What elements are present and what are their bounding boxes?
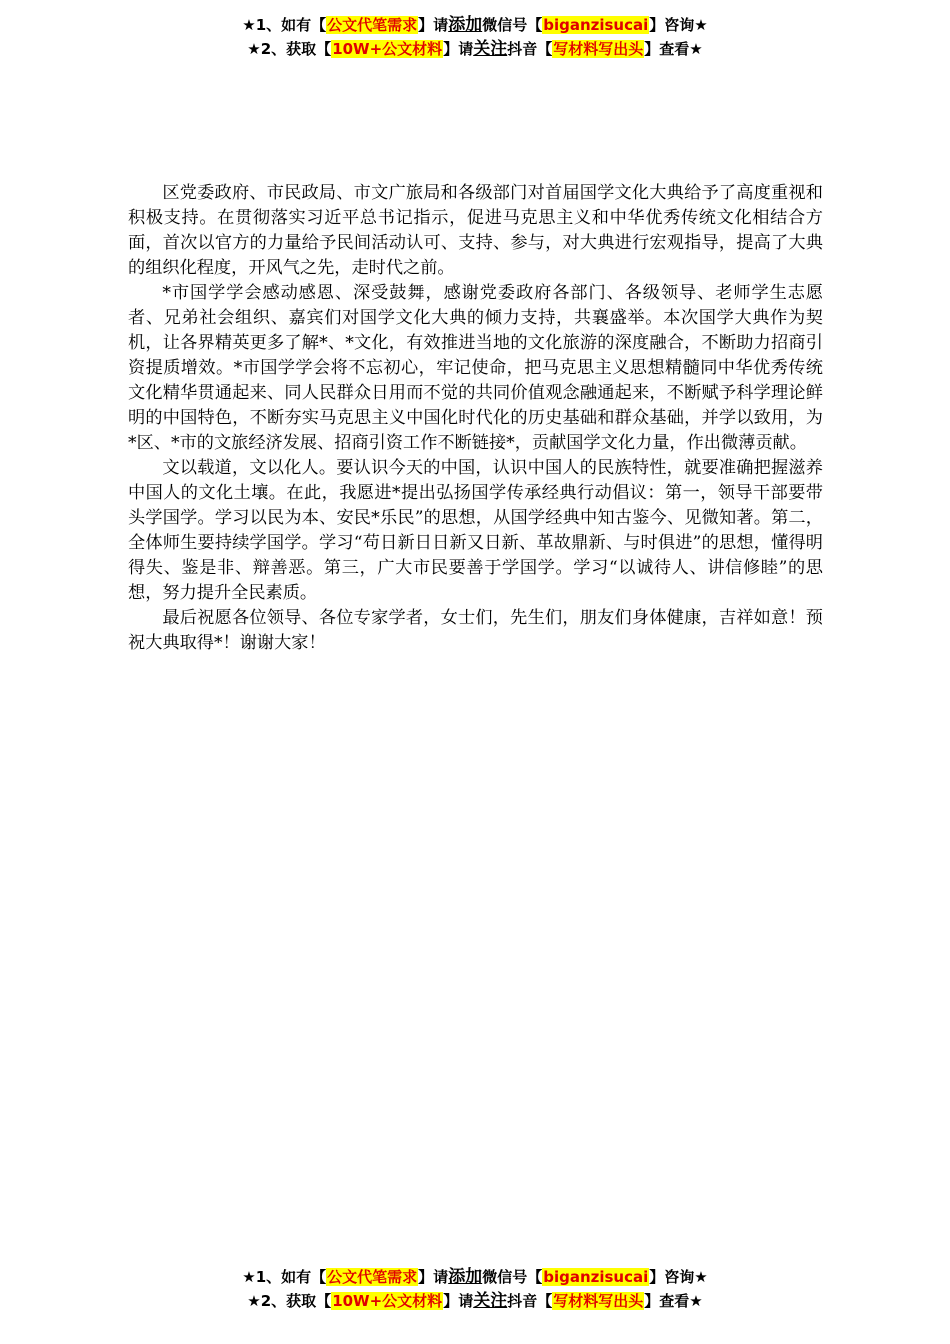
banner-text: ★2、获取【: [247, 1292, 332, 1310]
paragraph: *市国学学会感动感恩、深受鼓舞，感谢党委政府各部门、各级领导、老师学生志愿者、兄弟社会组织、嘉宾们对国学文化大典的倾力支持，共襄盛举。本次国学大典作为契机，让各界精英更多了解*、*文化，有效推进当地的文化旅游的深度融合，不断助力招商引资提质增效。*市国学学会将不忘初心，牢记使命，把马克思主义思想精髓同中华优秀传统文化精华贯通起来、同人民群众日用而不觉的共同价值观念融通起来，不断赋予科学理论鲜明的中国特色，不断夯实马克思主义中国化时代化的历史基础和群众基础，并学以致用，为*区、*市的文旅经济发展、招商引资工作不断链接*，贡献国学文化力量，作出微薄贡献。: [128, 283, 823, 453]
banner-emphasis: 关注: [473, 39, 508, 59]
banner-text: 】请: [443, 40, 474, 58]
banner-text: 】查看★: [644, 40, 703, 58]
banner-text: 】咨询★: [649, 1268, 708, 1286]
banner-line-2: [0, 1289, 950, 1313]
banner-line-2: [0, 37, 950, 61]
banner-text: 微信号【: [482, 16, 543, 34]
banner-highlight: biganzisucai: [543, 16, 649, 34]
banner-text: 】查看★: [644, 1292, 703, 1310]
footer-banner: [0, 1265, 950, 1313]
banner-highlight: 10W+公文材料: [332, 40, 443, 58]
banner-text: ★2、获取【: [247, 40, 332, 58]
header-banner: [0, 13, 950, 61]
banner-highlight: 10W+公文材料: [332, 1292, 443, 1310]
banner-text: 抖音【: [507, 1292, 553, 1310]
banner-emphasis: 添加: [448, 1267, 483, 1287]
banner-text: ★1、如有【: [242, 1268, 327, 1286]
banner-text: 】请: [418, 16, 449, 34]
banner-highlight: 写材料写出头: [553, 40, 644, 58]
banner-line-1: [0, 1265, 950, 1289]
banner-text: 】咨询★: [649, 16, 708, 34]
banner-text: 抖音【: [507, 40, 553, 58]
document-body: [128, 181, 823, 656]
paragraph: 最后祝愿各位领导、各位专家学者，女士们，先生们，朋友们身体健康，吉祥如意！预祝大典取得*！谢谢大家！: [128, 608, 823, 653]
banner-highlight: 公文代笔需求: [327, 1268, 418, 1286]
banner-highlight: 写材料写出头: [553, 1292, 644, 1310]
banner-text: 微信号【: [482, 1268, 543, 1286]
banner-text: 】请: [418, 1268, 449, 1286]
banner-text: ★1、如有【: [242, 16, 327, 34]
paragraph: 区党委政府、市民政局、市文广旅局和各级部门对首届国学文化大典给予了高度重视和积极支持。在贯彻落实习近平总书记指示，促进马克思主义和中华优秀传统文化相结合方面，首次以官方的力量给予民间活动认可、支持、参与，对大典进行宏观指导，提高了大典的组织化程度，开风气之先，走时代之前。: [128, 183, 823, 278]
banner-line-1: [0, 13, 950, 37]
banner-emphasis: 关注: [473, 1291, 508, 1311]
banner-text: 】请: [443, 1292, 474, 1310]
banner-emphasis: 添加: [448, 15, 483, 35]
banner-highlight: 公文代笔需求: [327, 16, 418, 34]
banner-highlight: biganzisucai: [543, 1268, 649, 1286]
paragraph: 文以载道，文以化人。要认识今天的中国，认识中国人的民族特性，就要准确把握滋养中国人的文化土壤。在此，我愿进*提出弘扬国学传承经典行动倡议：第一，领导干部要带头学国学。学习以民为本、安民*乐民”的思想，从国学经典中知古鉴今、见微知著。第二，全体师生要持续学国学。学习“苟日新日日新又日新、革故鼎新、与时俱进”的思想，懂得明得失、鉴是非、辩善恶。第三，广大市民要善于学国学。学习“以诚待人、讲信修睦”的思想，努力提升全民素质。: [128, 458, 823, 603]
